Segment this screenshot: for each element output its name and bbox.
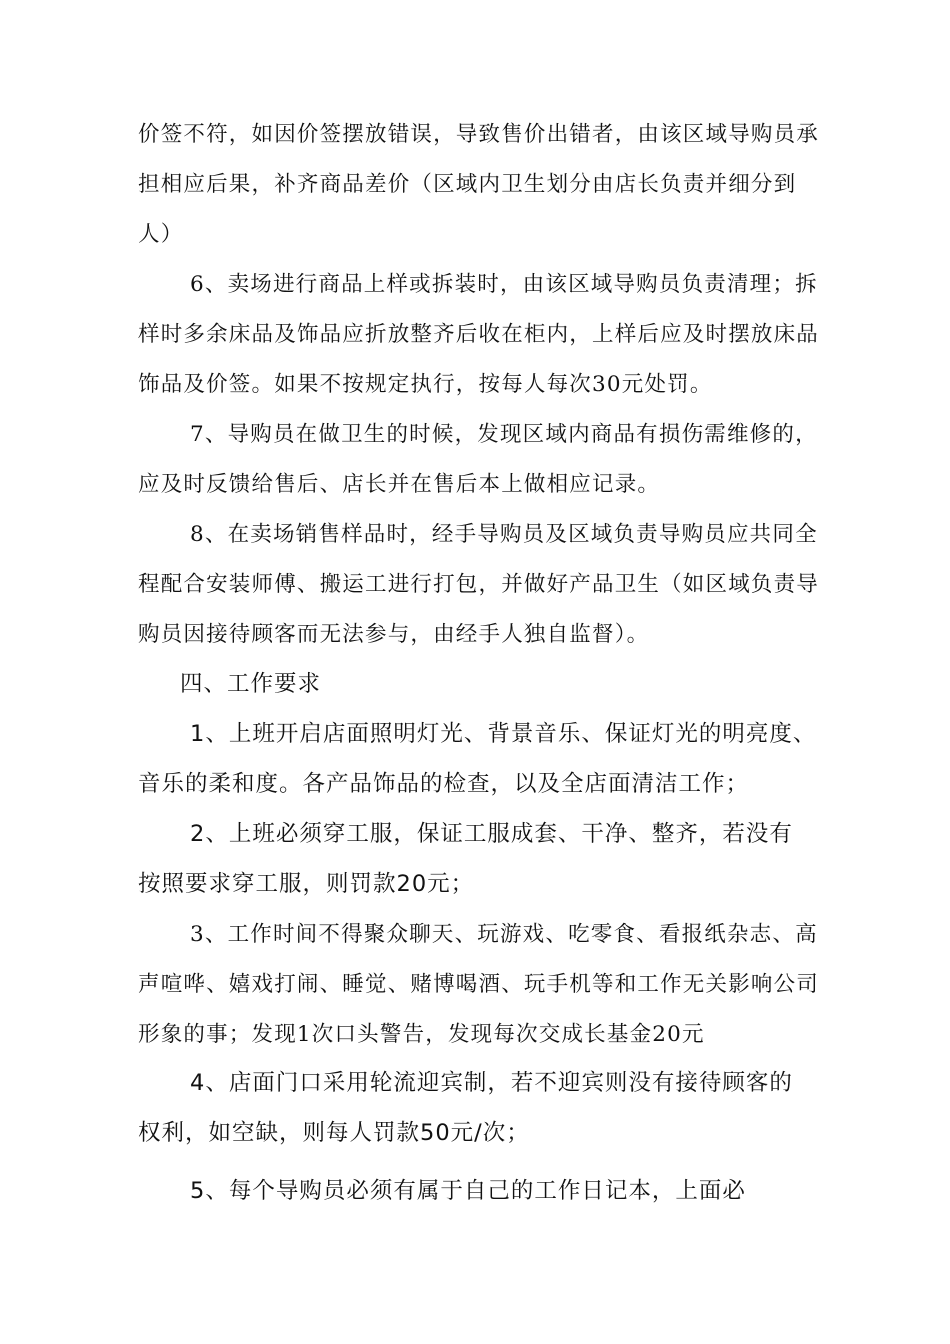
section-heading: 四、工作要求	[180, 671, 322, 697]
text-line: 4、店面门口采用轮流迎宾制，若不迎宾则没有接待顾客的	[190, 1070, 793, 1096]
text-line: 3、工作时间不得聚众聊天、玩游戏、吃零食、看报纸杂志、高	[190, 922, 818, 947]
text-line: 应及时反馈给售后、店长并在售后本上做相应记录。	[138, 472, 661, 497]
text-line: 形象的事；发现1次口头警告，发现每次交成长基金20元	[138, 1022, 705, 1047]
text-line: 程配合安装师傅、搬运工进行打包，并做好产品卫生（如区域负责导	[138, 572, 820, 597]
text-line: 1、上班开启店面照明灯光、背景音乐、保证灯光的明亮度、	[190, 721, 817, 747]
text-line: 担相应后果，补齐商品差价（区域内卫生划分由店长负责并细分到	[138, 172, 797, 197]
text-line: 音乐的柔和度。各产品饰品的检查，以及全店面清洁工作；	[138, 771, 750, 797]
text-line: 权利，如空缺，则每人罚款50元/次；	[138, 1120, 530, 1146]
text-line: 8、在卖场销售样品时，经手导购员及区域负责导购员应共同全	[190, 522, 818, 547]
text-line: 购员因接待顾客而无法参与，由经手人独自监督）。	[138, 622, 650, 647]
text-line: 人）	[138, 222, 184, 247]
text-line: 饰品及价签。如果不按规定执行，按每人每次30元处罚。	[138, 372, 713, 397]
text-line: 按照要求穿工服，则罚款20元；	[138, 871, 475, 897]
text-line: 5、每个导购员必须有属于自己的工作日记本，上面必	[190, 1178, 746, 1204]
text-line: 样时多余床品及饰品应折放整齐后收在柜内，上样后应及时摆放床品	[138, 322, 820, 347]
text-line: 声喧哗、嬉戏打闹、睡觉、赌博喝酒、玩手机等和工作无关影响公司	[138, 972, 820, 997]
text-line: 7、导购员在做卫生的时候，发现区域内商品有损伤需维修的，	[190, 422, 818, 447]
text-line: 6、卖场进行商品上样或拆装时，由该区域导购员负责清理；拆	[190, 272, 818, 297]
text-line: 价签不符，如因价签摆放错误，导致售价出错者，由该区域导购员承	[138, 122, 820, 147]
text-line: 2、上班必须穿工服，保证工服成套、干净、整齐，若没有	[190, 821, 793, 847]
